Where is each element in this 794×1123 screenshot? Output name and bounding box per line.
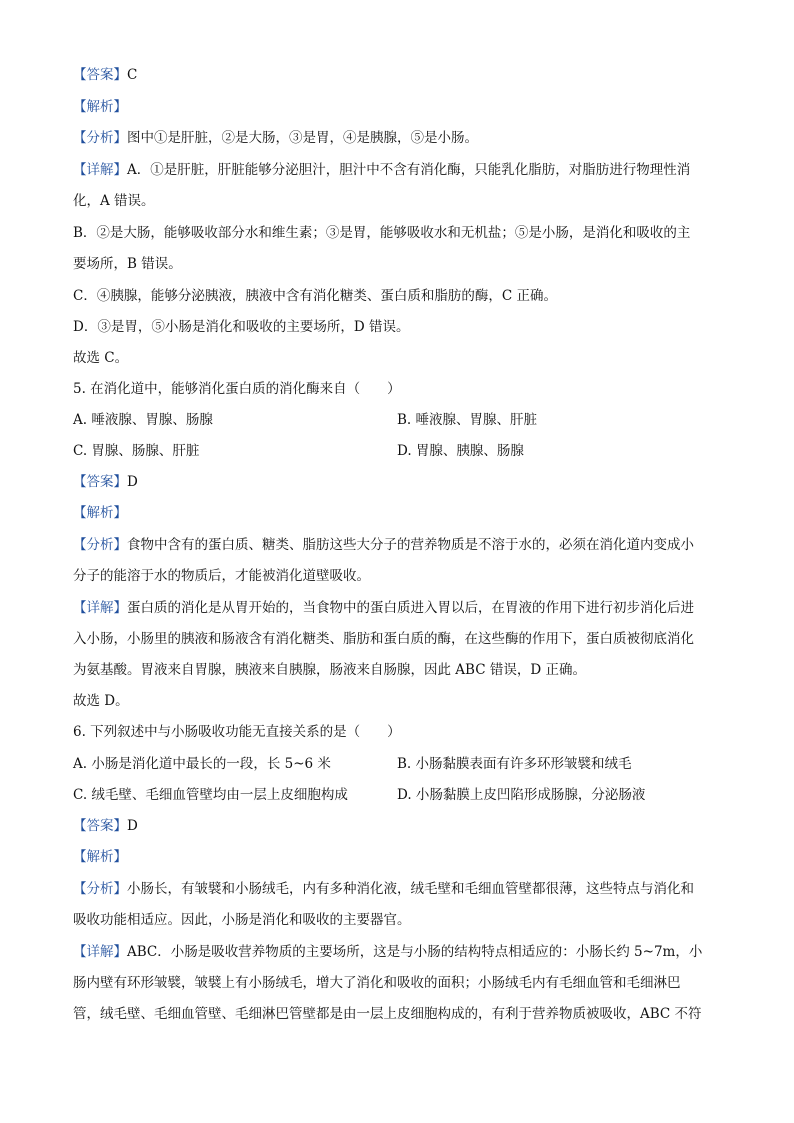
xiangjie-line: 【详解】A．①是肝脏，肝脏能够分泌胆汁，胆汁中不含有消化酶，只能乳化脂肪，对脂肪进行物理性消 (73, 162, 691, 178)
answer-text: C (127, 67, 138, 83)
answer-tag: 【答案】 (73, 474, 127, 490)
q5-option-d: D. 胃腺、胰腺、肠腺 (397, 443, 524, 459)
text-line: B．②是大肠，能够吸收部分水和维生素；③是胃，能够吸收水和无机盐；⑤是小肠，是消化和吸收的主 (73, 225, 691, 241)
fenxi-line: 【分析】食物中含有的蛋白质、糖类、脂肪这些大分子的营养物质是不溶于水的，必须在消化道内变成小 (73, 537, 694, 553)
xiangjie-tag: 【详解】 (73, 600, 127, 616)
fenxi-tag: 【分析】 (73, 130, 127, 146)
question-6: 6. 下列叙述中与小肠吸收功能无直接关系的是（ ） (73, 724, 401, 740)
text-line: 故选 D。 (73, 693, 129, 709)
q6-option-d: D. 小肠黏膜上皮凹陷形成肠腺，分泌肠液 (397, 787, 646, 803)
answer-tag: 【答案】 (73, 67, 127, 83)
text-line: 吸收功能相适应。因此，小肠是消化和吸收的主要器官。 (73, 912, 411, 928)
xiangjie-line: 【详解】蛋白质的消化是从胃开始的，当食物中的蛋白质进入胃以后，在胃液的作用下进行初步消化后进 (73, 600, 694, 616)
text-line: 管，绒毛壁、毛细血管壁、毛细淋巴管壁都是由一层上皮细胞构成的，有利于营养物质被吸收，ABC 不符 (73, 1006, 702, 1022)
text-line: 化，A 错误。 (73, 193, 155, 209)
answer-line: 【答案】D (73, 474, 138, 490)
q6-option-b: B. 小肠黏膜表面有许多环形皱襞和绒毛 (397, 756, 632, 772)
xiangjie-tag: 【详解】 (73, 162, 127, 178)
xiangjie-tag: 【详解】 (73, 944, 127, 960)
fenxi-tag: 【分析】 (73, 881, 127, 897)
analysis-tag: 【解析】 (73, 849, 127, 865)
q5-option-a: A. 唾液腺、胃腺、肠腺 (73, 412, 213, 428)
q6-option-c: C. 绒毛壁、毛细血管壁均由一层上皮细胞构成 (73, 787, 348, 803)
analysis-heading (73, 847, 127, 867)
analysis-heading (73, 97, 127, 117)
answer-line (73, 65, 137, 85)
text-line: 为氨基酸。胃液来自胃腺，胰液来自胰腺，肠液来自肠腺，因此 ABC 错误，D 正确。 (73, 662, 586, 678)
text-line: 入小肠，小肠里的胰液和肠液含有消化糖类、脂肪和蛋白质的酶，在这些酶的作用下，蛋白质被彻底消化 (73, 631, 694, 647)
answer-tag: 【答案】 (73, 818, 127, 834)
analysis-tag: 【解析】 (73, 505, 127, 521)
fenxi-tag: 【分析】 (73, 537, 127, 553)
q5-option-b: B. 唾液腺、胃腺、肝脏 (397, 412, 538, 428)
answer-line: 【答案】D (73, 818, 138, 834)
text-line: 要场所，B 错误。 (73, 256, 182, 272)
q5-option-c: C. 胃腺、肠腺、肝脏 (73, 443, 200, 459)
q6-option-a: A. 小肠是消化道中最长的一段，长 5~6 米 (73, 756, 331, 772)
text-line: 分子的能溶于水的物质后，才能被消化道壁吸收。 (73, 568, 370, 584)
analysis-heading (73, 503, 127, 523)
text-line: D．③是胃，⑤小肠是消化和吸收的主要场所，D 错误。 (73, 319, 410, 335)
analysis-tag: 【解析】 (73, 99, 127, 115)
text-line: 肠内壁有环形皱襞，皱襞上有小肠绒毛，增大了消化和吸收的面积；小肠绒毛内有毛细血管和毛细淋巴 (73, 975, 681, 991)
text-line: 故选 C。 (73, 350, 129, 366)
text-line: C．④胰腺，能够分泌胰液，胰液中含有消化糖类、蛋白质和脂肪的酶，C 正确。 (73, 288, 557, 304)
fenxi-line: 【分析】小肠长，有皱襞和小肠绒毛，内有多种消化液，绒毛壁和毛细血管壁都很薄，这些特点与消化和 (73, 881, 694, 897)
question-5: 5. 在消化道中，能够消化蛋白质的消化酶来自（ ） (73, 381, 401, 397)
fenxi-line: 【分析】图中①是肝脏，②是大肠，③是胃，④是胰腺，⑤是小肠。 (73, 130, 478, 146)
xiangjie-line: 【详解】ABC．小肠是吸收营养物质的主要场所，这是与小肠的结构特点相适应的：小肠长约 5~7m，小 (73, 944, 703, 960)
